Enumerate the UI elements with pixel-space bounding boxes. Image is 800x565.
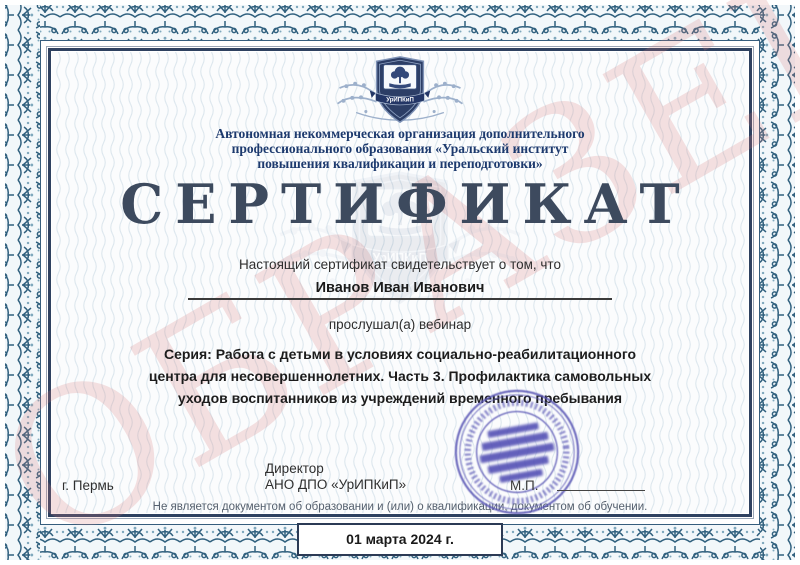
institute-logo xyxy=(323,52,477,132)
action-text: прослушал(а) вебинар xyxy=(328,317,472,332)
signatory-block xyxy=(265,461,406,493)
recipient-name-underline xyxy=(188,298,612,300)
recipient-name: Иванов Иван Иванович xyxy=(315,280,485,296)
organization-line: повышения квалификации и переподготовки» xyxy=(257,156,543,171)
issue-date-box: 01 марта 2024 г. xyxy=(297,523,503,556)
course-title xyxy=(0,343,800,409)
course-line: центра для несовершеннолетних. Часть 3. Профилактика самовольных xyxy=(148,368,652,384)
certificate-statement: Настоящий сертификат свидетельствует о том, что xyxy=(239,257,561,272)
organization-line: профессионального образования «Уральский институт xyxy=(231,141,569,156)
stamp-center-text xyxy=(476,420,559,485)
signature-line xyxy=(557,490,645,491)
course-line: Серия: Работа с детьми в условиях социально-реабилитационного xyxy=(163,346,637,362)
city-label: г. Пермь xyxy=(62,478,114,493)
signatory-position: Директор xyxy=(265,461,324,476)
disclaimer-text: Не является документом об образовании и (или) о квалификации, документом об обучении. xyxy=(152,501,648,513)
seal-place-label: М.П. xyxy=(510,478,539,493)
organization-line: Автономная некоммерческая организация дополнительного xyxy=(215,126,585,141)
organization-name xyxy=(0,126,800,171)
course-line: уходов воспитанников из учреждений временного пребывания xyxy=(177,390,623,406)
certificate-title: СЕРТИФИКАТ xyxy=(120,172,692,236)
round-stamp xyxy=(448,383,586,521)
signatory-organization: АНО ДПО «УрИПКиП» xyxy=(265,477,407,492)
